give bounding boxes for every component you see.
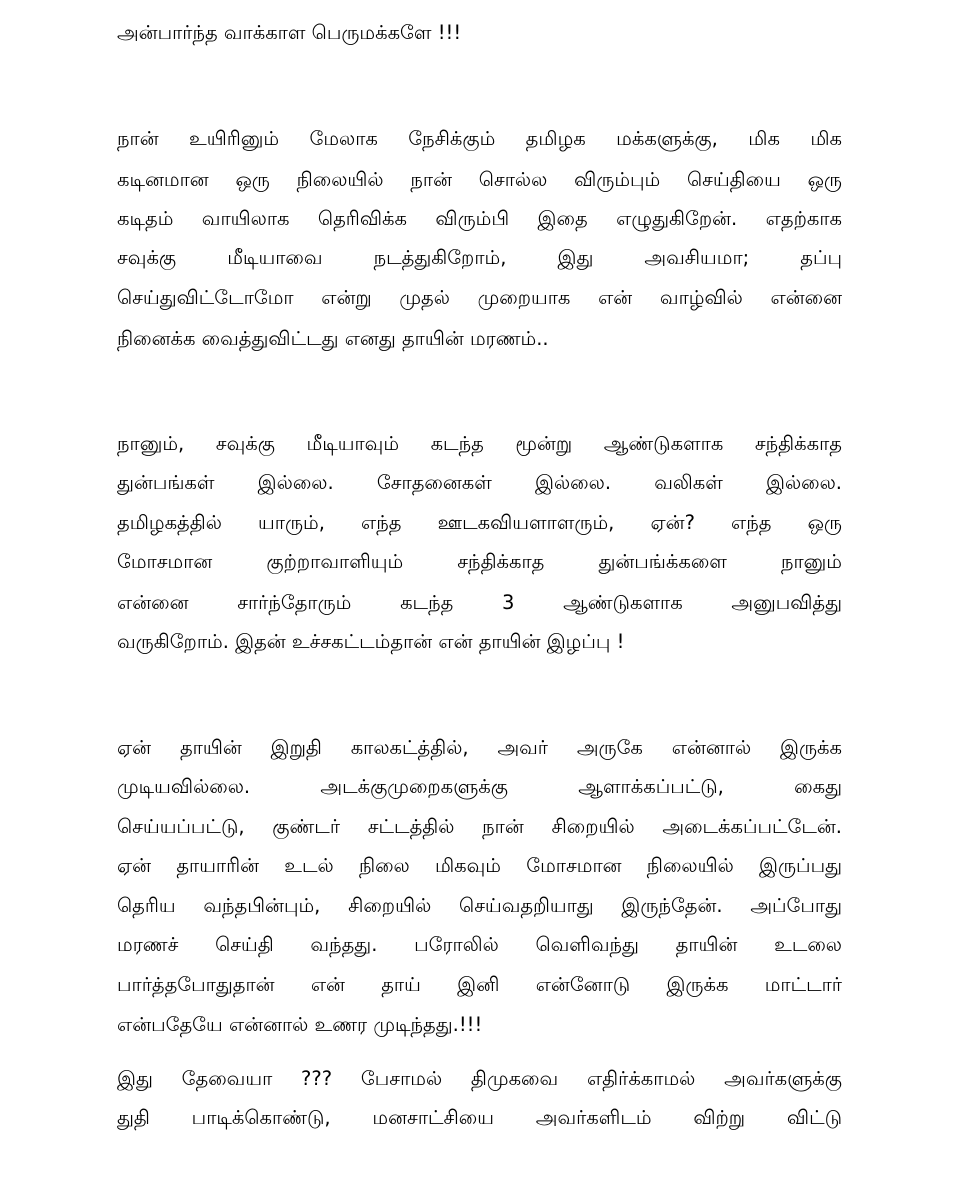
text-line: துன்பங்கள் இல்லை. சோதனைகள் இல்லை. வலிகள் இல்லை. bbox=[117, 471, 842, 494]
text-line: சவுக்கு மீடியாவை நடத்துகிறோம், இது அவசியமா; தப்பு bbox=[117, 246, 842, 269]
text-line: கடிதம் வாயிலாக தெரிவிக்க விரும்பி இதை எழுதுகிறேன். எதற்காக bbox=[117, 207, 842, 230]
text-line: ஏன் தாயின் இறுதி காலகட்த்தில், அவர் அருகே என்னால் இருக்க bbox=[117, 736, 842, 759]
text-line: வருகிறோம். இதன் உச்சகட்டம்தான் என் தாயின் இழப்பு ! bbox=[117, 630, 625, 653]
text-line: நான் உயிரினும் மேலாக நேசிக்கும் தமிழக மக்களுக்கு, மிக மிக bbox=[117, 127, 842, 150]
salutation-line: அன்பார்ந்த வாக்காள பெருமக்களே !!! bbox=[117, 21, 462, 44]
text-line: முடியவில்லை. அடக்குமுறைகளுக்கு ஆளாக்கப்பட்டு, கைது bbox=[117, 775, 842, 798]
text-line: மரணச் செய்தி வந்தது. பரோலில் வெளிவந்து தாயின் உடலை bbox=[117, 933, 842, 956]
text-line: மோசமான குற்றாவாளியும் சந்திக்காத துன்பங்க்களை நானும் bbox=[117, 550, 842, 573]
text-line: என்பதேயே என்னால் உணர முடிந்தது.!!! bbox=[117, 1013, 483, 1036]
text-line: இது தேவையா ??? பேசாமல் திமுகவை எதிர்க்காமல் அவர்களுக்கு bbox=[117, 1067, 842, 1090]
text-line: செய்துவிட்டோமோ என்று முதல் முறையாக என் வாழ்வில் என்னை bbox=[117, 286, 842, 309]
text-line: தெரிய வந்தபின்பும், சிறையில் செய்வதறியாது இருந்தேன். அப்போது bbox=[117, 894, 842, 917]
text-line: ஏன் தாயாரின் உடல் நிலை மிகவும் மோசமான நிலையில் இருப்பது bbox=[117, 854, 842, 877]
text-line: கடினமான ஒரு நிலையில் நான் சொல்ல விரும்பும் செய்தியை ஒரு bbox=[117, 168, 842, 191]
text-line: பார்த்தபோதுதான் என் தாய் இனி என்னோடு இருக்க மாட்டார் bbox=[117, 973, 842, 996]
text-line: செய்யப்பட்டு, குண்டர் சட்டத்தில் நான் சிறையில் அடைக்கப்பட்டேன். bbox=[117, 815, 842, 838]
text-line: நானும், சவுக்கு மீடியாவும் கடந்த மூன்று ஆண்டுகளாக சந்திக்காத bbox=[117, 432, 842, 455]
text-line: துதி பாடிக்கொண்டு, மனசாட்சியை அவர்களிடம் விற்று விட்டு bbox=[117, 1106, 842, 1129]
text-line: நினைக்க வைத்துவிட்டது எனது தாயின் மரணம்.. bbox=[117, 327, 549, 350]
text-line: தமிழகத்தில் யாரும், எந்த ஊடகவியளாளரும், ஏன்? எந்த ஒரு bbox=[117, 511, 842, 534]
text-line: என்னை சார்ந்தோரும் கடந்த 3 ஆண்டுகளாக அனுபவித்து bbox=[117, 591, 842, 614]
